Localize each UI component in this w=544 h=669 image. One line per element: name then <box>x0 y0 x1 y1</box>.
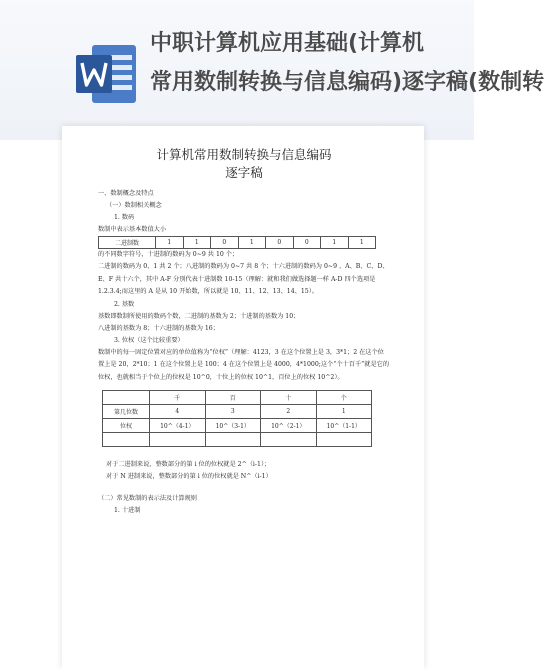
table-cell: 4 <box>150 405 206 419</box>
binary-weight-note: 对于二进制来说，整数部分的第 i 位的位权就是 2^（i-1）； <box>106 461 271 468</box>
binary-digit-cell: 1 <box>321 237 349 249</box>
table-header-cell <box>103 391 150 405</box>
section-heading-1: 一、数制概念及特点 <box>98 190 154 197</box>
binary-digit-cell: 0 <box>293 237 321 249</box>
binary-number-table <box>98 236 376 249</box>
table-cell: 3 <box>205 405 261 419</box>
subsection-heading-2: （二）常见数制的表示法及计算规则 <box>98 495 197 502</box>
banner <box>0 0 544 140</box>
subsection-heading-1: （一）数制相关概念 <box>106 202 162 209</box>
binary-digit-cell: 0 <box>211 237 239 249</box>
table-row <box>99 237 376 249</box>
item-heading-digits: 1. 数码 <box>114 214 135 221</box>
table-header-cell: 十 <box>261 391 317 405</box>
document-page <box>62 126 424 669</box>
binary-digit-cell: 1 <box>348 237 376 249</box>
table-row <box>103 391 372 405</box>
item-heading-weight: 3. 位权（这个比较重要） <box>114 336 184 344</box>
binary-table-label: 二进制数 <box>99 237 156 249</box>
digits-paragraph: 二进制的数码为 0、1 共 2 个；八进制的数码为 0~7 共 8 个；十六进制的数码为 0~9 、A、B、C、D、E、F 共十六个，其中 A-F 分别代表十进制数 10-15（理解：就和我们做选择题一样 A-D 四个选项是 1.2.3.4;而这里的 A 是从 10 开始数，所以就是 10、11、12、13、14、15）。 <box>98 263 389 295</box>
table-cell: 10^（4-1） <box>150 419 206 433</box>
digits-description: 数制中表示基本数值大小 <box>98 226 167 233</box>
weight-paragraph: 数制中的每一固定位置对应的单位值称为“位权”（理解：4123，3 在这个位置上是 3，3*1；2 在这个位置上是 20，2*10；1 在这个位置上是 100；4 在这个位置上是 4000，4*1000;这个“个十百千”就是它的位权，也就相当于个位上的位权是 10^0，十位上的位权 10^1，百位上的位权 10^2）。 <box>98 348 390 381</box>
table-cell: 1 <box>316 405 372 419</box>
binary-digit-cell: 1 <box>238 237 266 249</box>
table-row <box>103 433 372 447</box>
document-title <box>98 146 390 182</box>
document-title-line-2: 逐字稿 <box>225 165 263 180</box>
item-heading-decimal: 1. 十进制 <box>114 507 141 514</box>
document-title-line-1: 计算机常用数制转换与信息编码 <box>156 147 332 162</box>
table-row <box>103 405 372 419</box>
n-ary-weight-note: 对于 N 进制来说，整数部分的第 i 位的位权就是 N^（i-1） <box>106 473 272 480</box>
base-paragraph-2: 八进制的基数为 8；十六进制的基数为 16； <box>98 324 219 332</box>
table-header-cell: 百 <box>205 391 261 405</box>
document-body <box>98 146 390 517</box>
table-cell: 10^（3-1） <box>205 419 261 433</box>
row-label-index: 第几位数 <box>103 405 150 419</box>
binary-note: 的不同数字符号，十进制的数码为 0~9 共 10 个； <box>98 251 239 258</box>
table-cell: 10^（1-1） <box>316 419 372 433</box>
table-cell: 10^（2-1） <box>261 419 317 433</box>
binary-digit-cell: 1 <box>156 237 184 249</box>
position-weight-table <box>102 390 372 447</box>
banner-title-line-2: 常用数制转换与信息编码)逐字稿(数制转 <box>150 70 544 95</box>
base-paragraph-1: 基数即数制所使用的数码个数，二进制的基数为 2；十进制的基数为 10； <box>98 312 300 320</box>
table-header-cell: 千 <box>150 391 206 405</box>
table-header-cell: 个 <box>316 391 372 405</box>
banner-title-line-1: 中职计算机应用基础(计算机 <box>150 31 425 56</box>
row-label-weight: 位权 <box>103 419 150 433</box>
item-heading-base: 2. 基数 <box>114 300 135 308</box>
word-icon <box>74 41 140 107</box>
table-cell: 2 <box>261 405 317 419</box>
binary-digit-cell: 0 <box>266 237 294 249</box>
banner-title <box>150 24 544 102</box>
binary-digit-cell: 1 <box>183 237 211 249</box>
table-row <box>103 419 372 433</box>
